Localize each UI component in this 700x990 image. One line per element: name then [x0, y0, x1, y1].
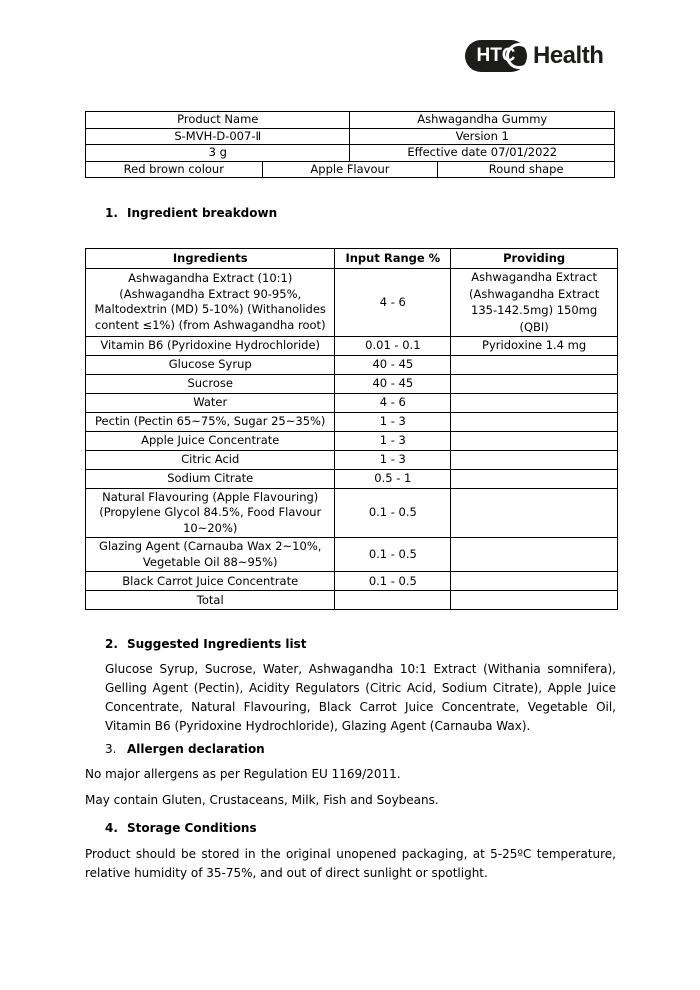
- ingredient-cell: Black Carrot Juice Concentrate: [86, 572, 335, 591]
- table-row: [86, 374, 618, 393]
- column-header: Input Range %: [335, 249, 451, 269]
- table-row: [86, 450, 618, 469]
- htc-health-logo: [465, 40, 603, 72]
- range-cell: 0.1 - 0.5: [335, 488, 451, 538]
- providing-cell: [451, 393, 618, 412]
- providing-cell: Ashwagandha Extract (Ashwagandha Extract 135-142.5mg) 150mg (QBI): [451, 269, 618, 337]
- ingredient-cell: Glucose Syrup: [86, 355, 335, 374]
- table-row: [86, 269, 618, 337]
- providing-cell: [451, 538, 618, 572]
- providing-cell: [451, 374, 618, 393]
- suggested-ingredients-text: Glucose Syrup, Sucrose, Water, Ashwagandha 10:1 Extract (Withania somnifera), Gelling Agent (Pectin), Acidity Regulators (Citric Acid, Sodium Citrate), Apple Juice Concentrate, Natural Flavouring, Black Carrot Juice Concentrate, Vegetable Oil, Vitamin B6 (Pyridoxine Hydrochloride), Glazing Agent (Carnauba Wax).: [105, 662, 616, 733]
- table-row: [86, 112, 615, 129]
- providing-cell: [451, 431, 618, 450]
- range-cell: 1 - 3: [335, 412, 451, 431]
- table-row: [86, 336, 618, 355]
- range-cell: 0.5 - 1: [335, 469, 451, 488]
- ingredient-cell: Apple Juice Concentrate: [86, 431, 335, 450]
- ingredient-cell: Vitamin B6 (Pyridoxine Hydrochloride): [86, 336, 335, 355]
- range-cell: 4 - 6: [335, 269, 451, 337]
- range-cell: 1 - 3: [335, 450, 451, 469]
- table-row: [86, 412, 618, 431]
- range-cell: 0.01 - 0.1: [335, 336, 451, 355]
- product-name-value: Ashwagandha Gummy: [350, 112, 615, 129]
- allergen-line-2: May contain Gluten, Crustaceans, Milk, Fish and Soybeans.: [85, 793, 439, 807]
- providing-cell: [451, 469, 618, 488]
- range-cell: 0.1 - 0.5: [335, 572, 451, 591]
- section-heading-ingredient-breakdown: 1. Ingredient breakdown: [105, 206, 278, 220]
- allergen-line-1: No major allergens as per Regulation EU 1169/2011.: [85, 767, 401, 781]
- providing-cell: [451, 488, 618, 538]
- range-cell: 40 - 45: [335, 355, 451, 374]
- providing-cell: [451, 412, 618, 431]
- product-code: S-MVH-D-007-Ⅱ: [86, 128, 350, 145]
- column-header: Providing: [451, 249, 618, 269]
- table-row: [86, 591, 618, 610]
- table-row: [86, 145, 615, 162]
- range-cell: 0.1 - 0.5: [335, 538, 451, 572]
- ingredient-cell: Natural Flavouring (Apple Flavouring) (Propylene Glycol 84.5%, Food Flavour 10~20%): [86, 488, 335, 538]
- table-header-row: [86, 249, 618, 269]
- providing-cell: [451, 450, 618, 469]
- section-heading-suggested-ingredients: 2. Suggested Ingredients list: [105, 637, 307, 651]
- ingredient-cell: Glazing Agent (Carnauba Wax 2~10%, Vegetable Oil 88~95%): [86, 538, 335, 572]
- logo-ring-icon: [506, 43, 532, 69]
- product-weight: 3 g: [86, 145, 350, 162]
- storage-conditions-text: Product should be stored in the original unopened packaging, at 5-25ºC temperature, relative humidity of 35-75%, and out of direct sunlight or spotlight.: [85, 847, 616, 880]
- table-row: [86, 469, 618, 488]
- logo-text: Health: [533, 42, 604, 69]
- product-colour: Red brown colour: [86, 161, 263, 178]
- table-row: [86, 128, 615, 145]
- range-cell: 4 - 6: [335, 393, 451, 412]
- range-cell: 40 - 45: [335, 374, 451, 393]
- section-heading-allergen-declaration: 3. Allergen declaration: [105, 742, 265, 756]
- product-info-table: [85, 111, 615, 178]
- table-row: [86, 355, 618, 374]
- ingredient-cell: Total: [86, 591, 335, 610]
- section-heading-storage-conditions: 4. Storage Conditions: [105, 821, 257, 835]
- htc-logo-mark: HTC: [465, 40, 527, 72]
- ingredient-cell: Pectin (Pectin 65~75%, Sugar 25~35%): [86, 412, 335, 431]
- providing-cell: [451, 572, 618, 591]
- ingredient-cell: Citric Acid: [86, 450, 335, 469]
- providing-cell: Pyridoxine 1.4 mg: [451, 336, 618, 355]
- providing-cell: [451, 355, 618, 374]
- column-header: Ingredients: [86, 249, 335, 269]
- range-cell: 1 - 3: [335, 431, 451, 450]
- product-version: Version 1: [350, 128, 615, 145]
- table-row: [86, 393, 618, 412]
- table-row: [86, 572, 618, 591]
- table-row: [86, 161, 615, 178]
- product-shape: Round shape: [438, 161, 615, 178]
- product-effective-date: Effective date 07/01/2022: [350, 145, 615, 162]
- ingredient-cell: Water: [86, 393, 335, 412]
- product-name-label: Product Name: [86, 112, 350, 129]
- range-cell: [335, 591, 451, 610]
- product-flavour: Apple Flavour: [262, 161, 438, 178]
- providing-cell: [451, 591, 618, 610]
- table-row: [86, 488, 618, 538]
- table-row: [86, 431, 618, 450]
- ingredients-table: [85, 248, 618, 610]
- table-row: [86, 538, 618, 572]
- ingredient-cell: Sucrose: [86, 374, 335, 393]
- ingredient-cell: Sodium Citrate: [86, 469, 335, 488]
- ingredient-cell: Ashwagandha Extract (10:1) (Ashwagandha Extract 90-95%, Maltodextrin (MD) 5-10%) (Withanolides content ≤1%) (from Ashwagandha root): [86, 269, 335, 337]
